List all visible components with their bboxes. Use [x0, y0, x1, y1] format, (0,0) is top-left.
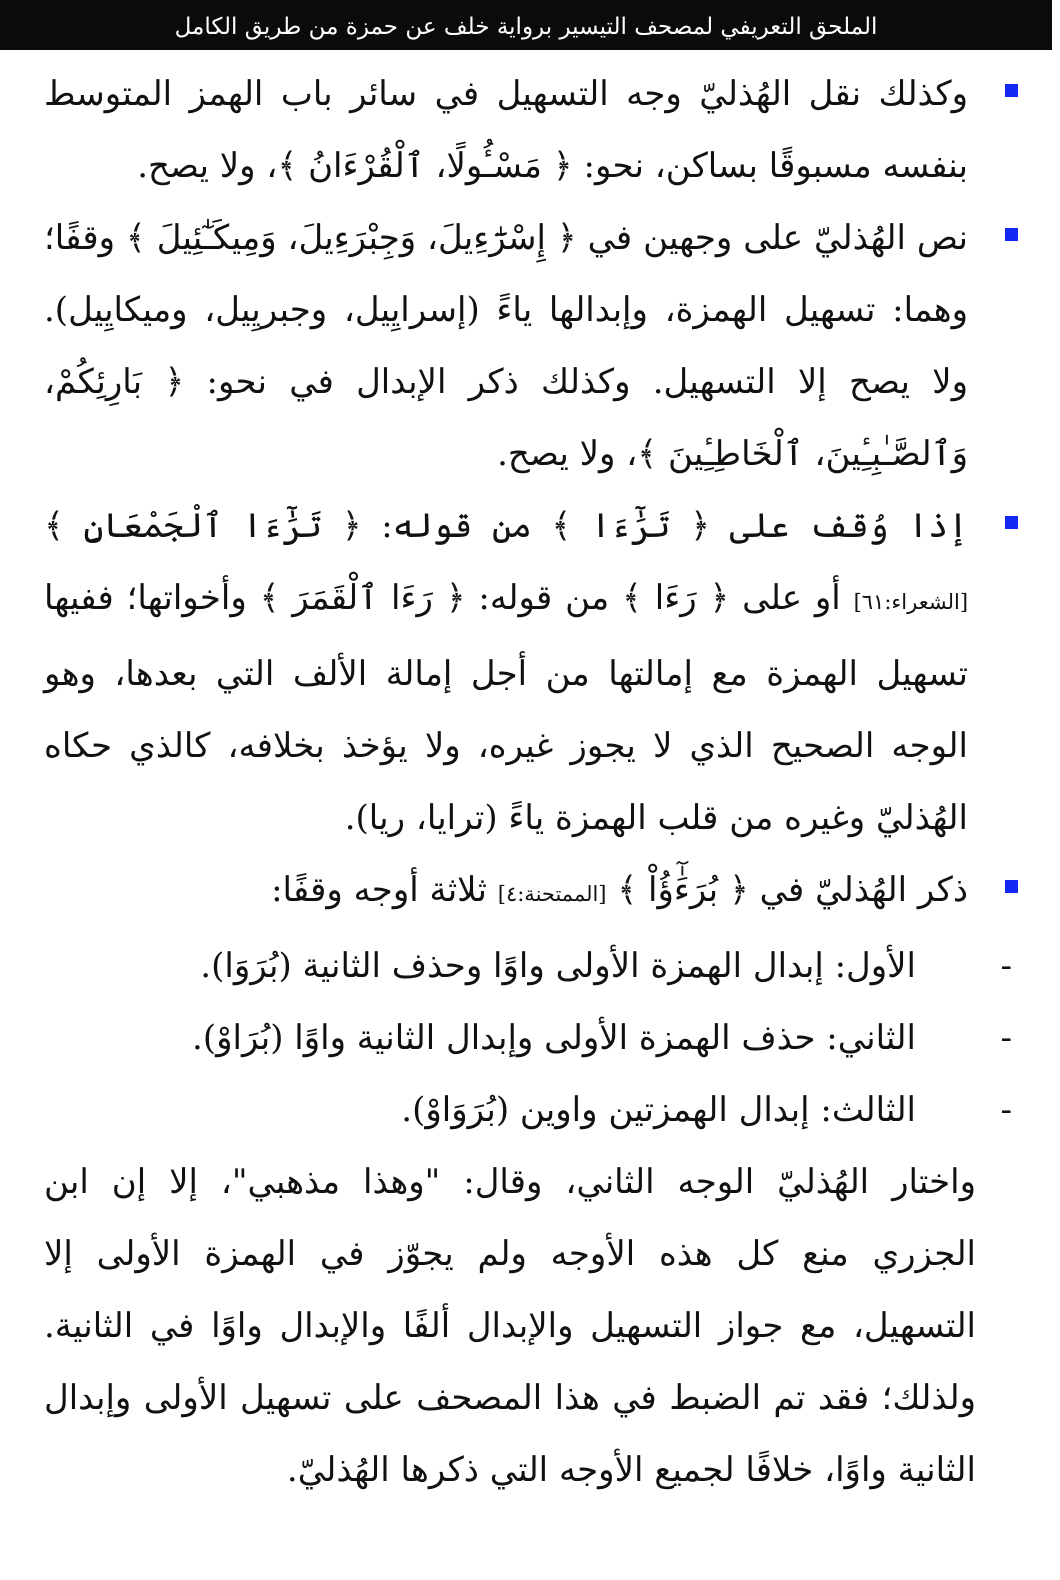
- header-title: الملحق التعريفي لمصحف التيسير برواية خلف عن حمزة من طريق الكامل: [174, 14, 878, 40]
- bullet-paragraph-1: [44, 58, 976, 202]
- paragraph-text-start: ذكر الهُذليّ في ﴿ بُرَءَٰٓؤُاْ ﴾: [617, 870, 968, 910]
- bullet-square-icon: [1005, 880, 1018, 893]
- paragraph-text-end: أو على ﴿ رَءَا ﴾ من قوله: ﴿ رَءَا ٱلْقَمَرَ ﴾ وأخواتها؛ ففيها تسهيل الهمزة مع إمالتها من أجل إمالة الألف التي بعدها، وهو الوجه الصحيح الذي لا يجوز غيره، ولا يؤخذ بخلافه، كالذي حكاه الهُذليّ وغيره من قلب الهمزة ياءً (ترايا، ريا).: [44, 578, 968, 838]
- bullet-square-icon: [1005, 516, 1018, 529]
- page-content: [44, 58, 1012, 1506]
- sub-item-2: [44, 1002, 1012, 1074]
- bullet-paragraph-4: [44, 854, 976, 930]
- closing-paragraph: واختار الهُذليّ الوجه الثاني، وقال: "وهذا مذهبي"، إلا إن ابن الجزري منع كل هذه الأوجه ولم يجوّز في الهمزة الأولى إلا التسهيل، مع جواز التسهيل والإبدال ألفًا والإبدال واوًا في الثانية. ولذلك؛ فقد تم الضبط في هذا المصحف على تسهيل الأولى وإبدال الثانية واوًا، خلافًا لجميع الأوجه التي ذكرها الهُذليّ.: [44, 1162, 976, 1490]
- verse-reference: [الممتحنة:٤]: [497, 882, 607, 906]
- dash-marker: -: [1000, 1018, 1012, 1058]
- dash-marker: -: [1000, 1090, 1012, 1130]
- paragraph-text: نص الهُذليّ على وجهين في ﴿ إِسْرَٰٓءِيلَ، وَجِبْرَءِيلَ، وَمِيكَـٰٓئِيلَ ﴾ وقفًا؛ وهما: تسهيل الهمزة، وإبدالها ياءً (إسرايِيل، وجبريِيل، وميكايِيل). ولا يصح إلا التسهيل. وكذلك ذكر الإبدال في نحو: ﴿ بَارِئِكُمْ، وَٱلصَّـٰبِـِٔينَ، ٱلْخَاطِـِٔينَ ﴾، ولا يصح.: [44, 218, 968, 474]
- bullet-paragraph-3: [44, 490, 976, 854]
- paragraph-text-end: ثلاثة أوجه وقفًا:: [271, 870, 487, 910]
- bullet-square-icon: [1005, 228, 1018, 241]
- sub-item-text: الثاني: حذف الهمزة الأولى وإبدال الثانية واوًا (بُرَاوْ).: [192, 1018, 916, 1058]
- sub-item-3: [44, 1074, 1012, 1146]
- verse-reference: [الشعراء:٦١]: [853, 590, 969, 614]
- paragraph-text-start: إذا وُقف على ﴿ تَرَٰٓءَا ﴾ من قوله: ﴿ تَرَٰٓءَا ٱلْجَمْعَانِ ﴾: [44, 506, 968, 546]
- dash-marker: -: [1000, 946, 1012, 986]
- sub-item-text: الأول: إبدال الهمزة الأولى واوًا وحذف الثانية (بُرَوَا).: [200, 946, 916, 986]
- paragraph-text: وكذلك نقل الهُذليّ وجه التسهيل في سائر باب الهمز المتوسط بنفسه مسبوقًا بساكن، نحو: ﴿ مَسْـُٔولًا، ٱلْقُرْءَانُ ﴾، ولا يصح.: [44, 74, 969, 186]
- bullet-square-icon: [1005, 84, 1018, 97]
- page-header: [0, 0, 1052, 50]
- sub-item-text: الثالث: إبدال الهمزتين واوين (بُرَوَاوْ).: [401, 1090, 916, 1130]
- sub-item-1: [44, 930, 1012, 1002]
- bullet-paragraph-2: [44, 202, 976, 490]
